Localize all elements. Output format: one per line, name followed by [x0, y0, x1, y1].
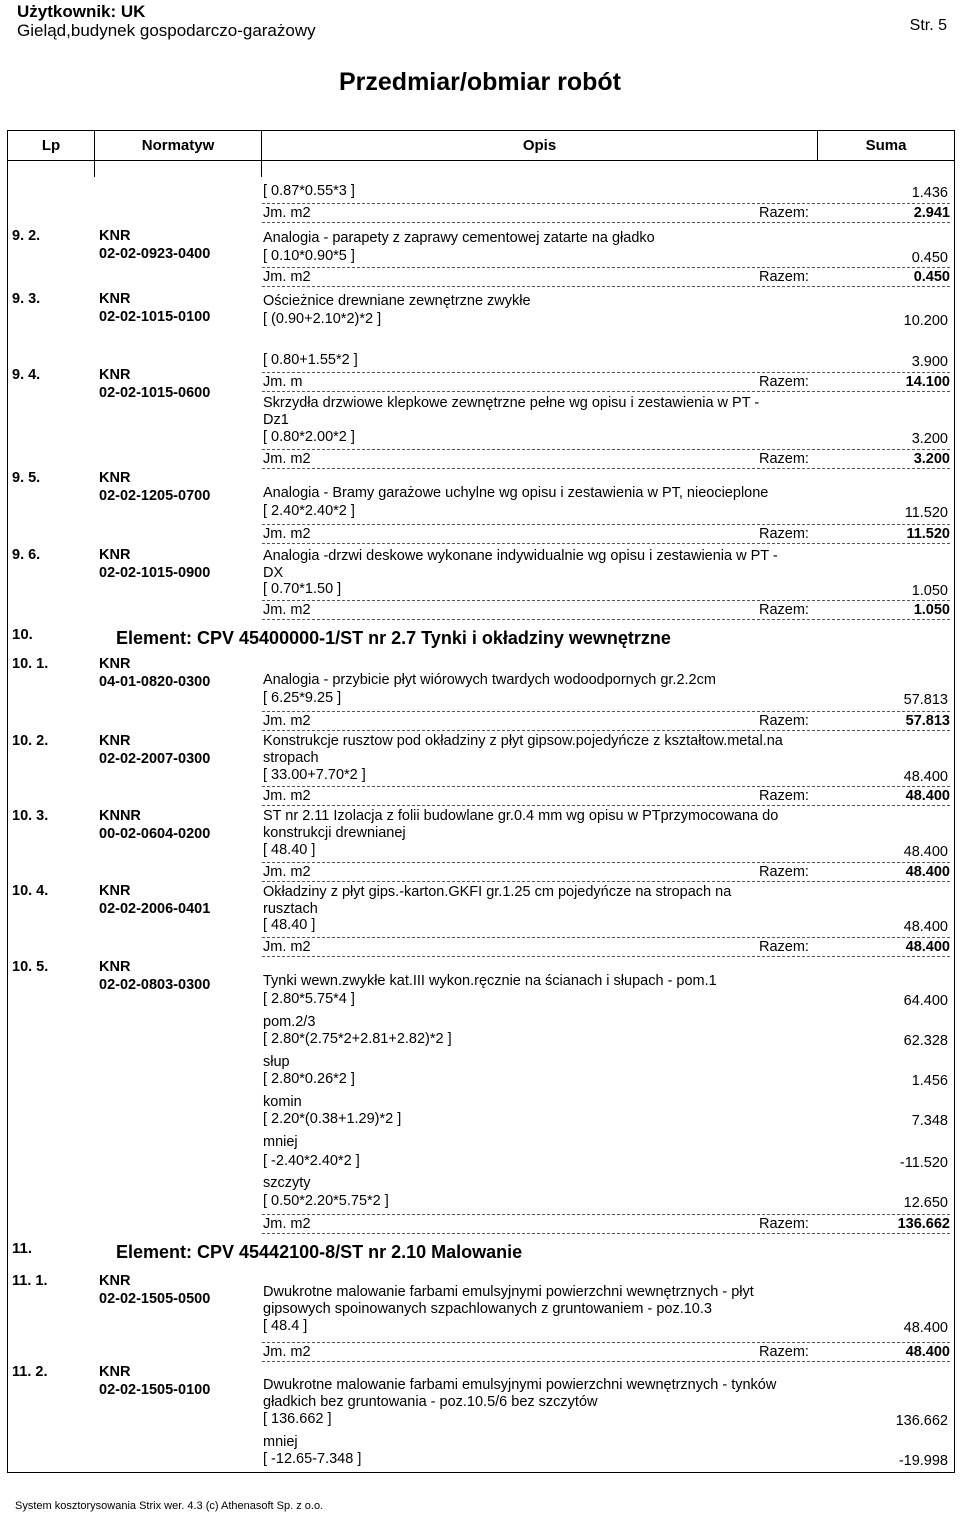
razem-value: 48.400	[905, 939, 950, 955]
unit-prefix: Jm.	[263, 374, 287, 390]
razem-value: 136.662	[897, 1216, 950, 1232]
calc-expression: [ 2.40*2.40*2 ]	[263, 503, 355, 519]
razem-value: 48.400	[905, 788, 950, 804]
unit-prefix: Jm.	[263, 451, 287, 467]
calc-value: 1.436	[911, 185, 948, 201]
calc-expression: [ -2.40*2.40*2 ]	[263, 1153, 360, 1169]
item-description: komin	[263, 1094, 302, 1110]
col-header-lp: Lp	[41, 137, 61, 154]
razem-label: Razem:	[759, 864, 809, 880]
item-lp: 9. 6.	[12, 547, 41, 563]
unit-label	[263, 939, 311, 955]
razem-label: Razem:	[759, 1344, 809, 1360]
calc-expression: [ 2.80*5.75*4 ]	[263, 991, 355, 1007]
unit-total-row	[262, 203, 950, 223]
unit-total-row	[262, 267, 950, 287]
item-description: Analogia -drzwi deskowe wykonane indywidualnie wg opisu i zestawienia w PT -	[263, 548, 778, 564]
calc-expression: [ 136.662 ]	[263, 1411, 332, 1427]
calc-expression: [ 2.20*(0.38+1.29)*2 ]	[263, 1111, 402, 1127]
item-lp: 10. 3.	[12, 808, 49, 824]
item-normatyw-code: KNR	[99, 656, 131, 672]
item-normatyw-number: 04-01-0820-0300	[99, 674, 211, 690]
unit-value: m2	[290, 526, 311, 542]
unit-total-row	[262, 937, 950, 957]
item-description: konstrukcji drewnianej	[263, 825, 406, 841]
item-lp: 11. 1.	[12, 1273, 48, 1289]
item-description: pom.2/3	[263, 1014, 316, 1030]
calc-value: 48.400	[903, 919, 948, 935]
item-normatyw-code: KNNR	[99, 808, 141, 824]
item-description: słup	[263, 1054, 290, 1070]
unit-value: m2	[290, 713, 311, 729]
calc-expression: [ 48.4 ]	[263, 1318, 308, 1334]
calc-expression: [ 2.80*0.26*2 ]	[263, 1071, 355, 1087]
calc-expression: [ 2.80*(2.75*2+2.81+2.82)*2 ]	[263, 1031, 452, 1047]
item-normatyw-code: KNR	[99, 547, 131, 563]
item-description: Dwukrotne malowanie farbami emulsyjnymi powierzchni wewnętrznych - płyt	[263, 1284, 754, 1300]
item-description: Tynki wewn.zwykłe kat.III wykon.ręcznie na ścianach i słupach - pom.1	[263, 973, 717, 989]
calc-value: -11.520	[899, 1155, 948, 1171]
unit-total-row	[262, 1342, 950, 1362]
unit-prefix: Jm.	[263, 713, 287, 729]
item-normatyw-code: KNR	[99, 367, 131, 383]
unit-prefix: Jm.	[263, 602, 287, 618]
razem-label: Razem:	[759, 374, 809, 390]
razem-value: 57.813	[905, 713, 950, 729]
unit-total-row	[262, 600, 950, 620]
unit-total-row	[262, 449, 950, 469]
item-description: Dwukrotne malowanie farbami emulsyjnymi powierzchni wewnętrznych - tynków	[263, 1377, 777, 1393]
item-description: Skrzydła drzwiowe klepkowe zewnętrzne pełne wg opisu i zestawienia w PT -	[263, 395, 760, 411]
calc-value: 11.520	[904, 505, 948, 521]
item-description: stropach	[263, 750, 319, 766]
calc-value: 7.348	[911, 1113, 948, 1129]
col-stub-2	[261, 160, 262, 177]
item-description: rusztach	[263, 901, 318, 917]
item-normatyw-number: 02-02-2006-0401	[99, 901, 211, 917]
item-normatyw-number: 02-02-1205-0700	[99, 488, 211, 504]
calc-value: 1.050	[911, 583, 948, 599]
page-title: Przedmiar/obmiar robót	[339, 68, 621, 96]
header-divider	[7, 160, 955, 161]
item-normatyw-number: 02-02-1505-0500	[99, 1291, 211, 1307]
item-description: Analogia - parapety z zaprawy cementowej zatarte na gładko	[263, 230, 655, 246]
item-normatyw-number: 00-02-0604-0200	[99, 826, 211, 842]
item-description: ST nr 2.11 Izolacja z folii budowlane gr.0.4 mm wg opisu w PTprzymocowana do	[263, 808, 779, 824]
calc-value: 0.450	[911, 250, 948, 266]
calc-value: 136.662	[895, 1413, 948, 1429]
item-lp: 9. 2.	[12, 228, 41, 244]
unit-label	[263, 602, 311, 618]
calc-value: 48.400	[903, 844, 948, 860]
item-normatyw-code: KNR	[99, 733, 131, 749]
unit-label	[263, 1344, 311, 1360]
unit-label	[263, 713, 311, 729]
razem-label: Razem:	[759, 602, 809, 618]
page-number: Str. 5	[909, 17, 947, 34]
razem-label: Razem:	[759, 451, 809, 467]
item-normatyw-code: KNR	[99, 1364, 131, 1380]
unit-total-row	[262, 1214, 950, 1234]
item-normatyw-code: KNR	[99, 470, 131, 486]
col-header-suma: Suma	[865, 137, 907, 154]
unit-prefix: Jm.	[263, 526, 287, 542]
unit-label	[263, 269, 311, 285]
unit-total-row	[262, 524, 950, 544]
item-lp: 10. 2.	[12, 733, 49, 749]
razem-value: 48.400	[905, 864, 950, 880]
unit-label	[263, 526, 311, 542]
calc-expression: [ 0.50*2.20*5.75*2 ]	[263, 1193, 389, 1209]
calc-expression: [ 33.00+7.70*2 ]	[263, 767, 366, 783]
calc-expression: [ 6.25*9.25 ]	[263, 690, 342, 706]
unit-label	[263, 1216, 311, 1232]
unit-value: m2	[290, 1344, 311, 1360]
unit-value: m	[290, 374, 303, 390]
item-description: szczyty	[263, 1175, 311, 1191]
item-normatyw-code: KNR	[99, 883, 131, 899]
item-normatyw-number: 02-02-1015-0100	[99, 309, 211, 325]
calc-expression: [ 0.80*2.00*2 ]	[263, 429, 355, 445]
razem-value: 14.100	[905, 374, 950, 390]
unit-label	[263, 374, 302, 390]
razem-value: 2.941	[913, 205, 950, 221]
unit-total-row	[262, 711, 950, 731]
unit-label	[263, 864, 311, 880]
unit-value: m2	[290, 939, 311, 955]
item-description: Ościeżnice drewniane zewnętrzne zwykłe	[263, 293, 531, 309]
unit-prefix: Jm.	[263, 205, 287, 221]
razem-value: 1.050	[913, 602, 950, 618]
item-normatyw-code: KNR	[99, 228, 131, 244]
item-normatyw-number: 02-02-2007-0300	[99, 751, 211, 767]
razem-label: Razem:	[759, 788, 809, 804]
item-description: Analogia - przybicie płyt wiórowych twardych wodoodpornych gr.2.2cm	[263, 672, 716, 688]
unit-prefix: Jm.	[263, 269, 287, 285]
unit-value: m2	[290, 451, 311, 467]
calc-value: -19.998	[898, 1453, 948, 1469]
item-normatyw-number: 02-02-1015-0600	[99, 385, 211, 401]
razem-label: Razem:	[759, 1216, 809, 1232]
calc-value: 3.900	[911, 354, 948, 370]
item-description: Okładziny z płyt gips.-karton.GKFI gr.1.25 cm pojedyńcze na stropach na	[263, 884, 732, 900]
calc-value: 10.200	[903, 313, 948, 329]
calc-value: 1.456	[911, 1073, 948, 1089]
item-normatyw-number: 02-02-1505-0100	[99, 1382, 211, 1398]
element-lp: 11.	[12, 1240, 33, 1257]
unit-value: m2	[290, 1216, 311, 1232]
calc-expression: [ 0.70*1.50 ]	[263, 581, 342, 597]
unit-label	[263, 205, 311, 221]
calc-value: 48.400	[903, 1320, 948, 1336]
unit-total-row	[262, 372, 950, 392]
item-lp: 11. 2.	[12, 1364, 48, 1380]
calc-value: 12.650	[903, 1195, 948, 1211]
calc-expression: [ -12.65-7.348 ]	[263, 1451, 362, 1467]
item-normatyw-code: KNR	[99, 959, 131, 975]
calc-expression: [ 0.87*0.55*3 ]	[263, 183, 355, 199]
razem-value: 3.200	[913, 451, 950, 467]
calc-expression: [ 0.10*0.90*5 ]	[263, 248, 355, 264]
item-normatyw-code: KNR	[99, 291, 131, 307]
item-normatyw-number: 02-02-0923-0400	[99, 246, 211, 262]
unit-label	[263, 451, 311, 467]
calc-value: 57.813	[903, 692, 948, 708]
calc-expression: [ 48.40 ]	[263, 917, 316, 933]
unit-total-row	[262, 862, 950, 882]
unit-value: m2	[290, 788, 311, 804]
item-description: Konstrukcje rusztow pod okładziny z płyt gipsow.pojedyńcze z kształtow.metal.na	[263, 733, 783, 749]
item-lp: 9. 3.	[12, 291, 41, 307]
razem-label: Razem:	[759, 713, 809, 729]
razem-value: 48.400	[905, 1344, 950, 1360]
unit-prefix: Jm.	[263, 1216, 287, 1232]
unit-label	[263, 788, 311, 804]
element-lp: 10.	[12, 626, 33, 643]
item-lp: 10. 1.	[12, 656, 49, 672]
item-normatyw-number: 02-02-1015-0900	[99, 565, 211, 581]
unit-value: m2	[290, 269, 311, 285]
item-lp: 9. 4.	[12, 367, 41, 383]
unit-total-row	[262, 786, 950, 806]
item-lp: 9. 5.	[12, 470, 41, 486]
item-lp: 10. 4.	[12, 883, 49, 899]
calc-value: 48.400	[903, 769, 948, 785]
col-stub-1	[94, 160, 95, 177]
item-normatyw-code: KNR	[99, 1273, 131, 1289]
calc-expression: [ (0.90+2.10*2)*2 ]	[263, 311, 382, 327]
item-description: gładkich bez gruntowania - poz.10.5/6 bez szczytów	[263, 1394, 598, 1410]
footer-text: System kosztorysowania Strix wer. 4.3 (c) Athenasoft Sp. z o.o.	[15, 1500, 324, 1512]
razem-label: Razem:	[759, 269, 809, 285]
calc-value: 64.400	[903, 993, 948, 1009]
col-header-normatyw: Normatyw	[141, 137, 215, 154]
element-title: Element: CPV 45442100-8/ST nr 2.10 Malowanie	[116, 1242, 523, 1262]
unit-prefix: Jm.	[263, 864, 287, 880]
razem-value: 0.450	[913, 269, 950, 285]
calc-expression: [ 0.80+1.55*2 ]	[263, 352, 358, 368]
unit-value: m2	[290, 864, 311, 880]
unit-prefix: Jm.	[263, 788, 287, 804]
calc-value: 3.200	[911, 431, 948, 447]
calc-value: 62.328	[903, 1033, 948, 1049]
item-description: mniej	[263, 1434, 298, 1450]
unit-value: m2	[290, 602, 311, 618]
item-normatyw-number: 02-02-0803-0300	[99, 977, 211, 993]
calc-expression: [ 48.40 ]	[263, 842, 316, 858]
razem-value: 11.520	[906, 526, 950, 542]
razem-label: Razem:	[759, 205, 809, 221]
user-label: Użytkownik: UK	[17, 2, 146, 21]
item-description: gipsowych spoinowanych szpachlowanych z gruntowaniem - poz.10.3	[263, 1301, 712, 1317]
unit-value: m2	[290, 205, 311, 221]
razem-label: Razem:	[759, 526, 809, 542]
razem-label: Razem:	[759, 939, 809, 955]
item-description: mniej	[263, 1134, 298, 1150]
item-description: Dz1	[263, 412, 289, 428]
item-lp: 10. 5.	[12, 959, 49, 975]
item-description: Analogia - Bramy garażowe uchylne wg opisu i zestawienia w PT, nieocieplone	[263, 485, 769, 501]
col-header-opis: Opis	[522, 137, 557, 154]
project-name: Gieląd,budynek gospodarczo-garażowy	[17, 21, 316, 40]
item-description: DX	[263, 565, 284, 581]
unit-prefix: Jm.	[263, 1344, 287, 1360]
element-title: Element: CPV 45400000-1/ST nr 2.7 Tynki i okładziny wewnętrzne	[116, 628, 671, 648]
unit-prefix: Jm.	[263, 939, 287, 955]
